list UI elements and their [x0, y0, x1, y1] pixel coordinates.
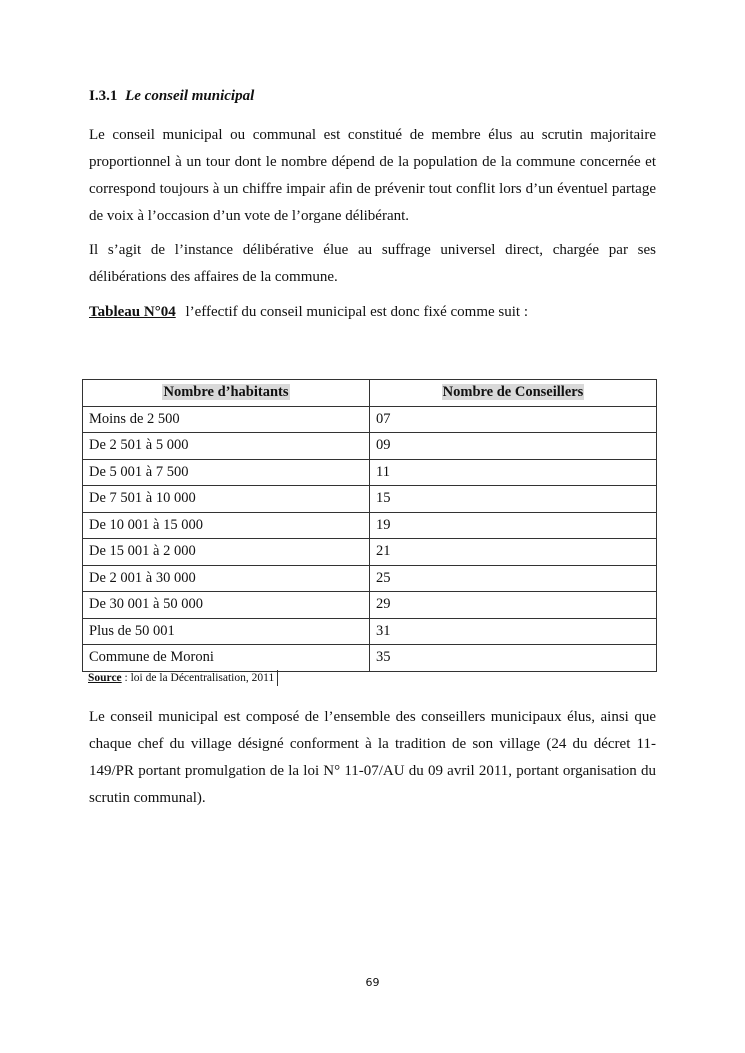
table-row	[83, 459, 657, 486]
table-caption	[89, 304, 528, 321]
table-row	[83, 645, 657, 672]
councillors-table	[82, 379, 657, 672]
cell-councillors: 19	[370, 512, 657, 539]
table-row	[83, 433, 657, 460]
cell-councillors: 35	[370, 645, 657, 672]
source-label: Source	[88, 672, 122, 684]
cell-councillors: 09	[370, 433, 657, 460]
table-row	[83, 486, 657, 513]
section-number: I.3.1	[89, 88, 118, 104]
cell-councillors: 29	[370, 592, 657, 619]
cell-councillors: 07	[370, 406, 657, 433]
table-caption-tag: Tableau N°04	[89, 304, 176, 320]
header-councillors: Nombre de Conseillers	[370, 380, 657, 407]
cell-inhabitants: De 15 001 à 2 000	[83, 539, 370, 566]
section-title: Le conseil municipal	[125, 88, 255, 104]
table-row	[83, 592, 657, 619]
cell-inhabitants: Plus de 50 001	[83, 618, 370, 645]
cell-inhabitants: Moins de 2 500	[83, 406, 370, 433]
cell-inhabitants: De 30 001 à 50 000	[83, 592, 370, 619]
table-caption-text: l’effectif du conseil municipal est donc fixé comme suit :	[185, 304, 529, 320]
table-row	[83, 406, 657, 433]
cell-councillors: 25	[370, 565, 657, 592]
header-inhabitants: Nombre d’habitants	[83, 380, 370, 407]
source-text: : loi de la Décentralisation, 2011	[121, 672, 275, 684]
cell-inhabitants: Commune de Moroni	[83, 645, 370, 672]
table-row	[83, 539, 657, 566]
cell-inhabitants: De 5 001 à 7 500	[83, 459, 370, 486]
cell-inhabitants: De 7 501 à 10 000	[83, 486, 370, 513]
cell-inhabitants: De 2 501 à 5 000	[83, 433, 370, 460]
cell-inhabitants: De 2 001 à 30 000	[83, 565, 370, 592]
table-row	[83, 565, 657, 592]
cell-councillors: 31	[370, 618, 657, 645]
cell-councillors: 15	[370, 486, 657, 513]
page-number: 69	[365, 976, 380, 989]
section-heading	[89, 88, 254, 105]
cell-councillors: 21	[370, 539, 657, 566]
paragraph-1: Le conseil municipal ou communal est constitué de membre élus au scrutin majoritaire proportionnel à un tour dont le nombre dépend de la population de la commune concernée et correspond toujours à un chiffre impair afin de prévenir tout conflit lors d’un éventuel partage de voix à l’occasion d’un vote de l’organe délibérant.	[89, 127, 656, 224]
cell-councillors: 11	[370, 459, 657, 486]
paragraph-3: Le conseil municipal est composé de l’ensemble des conseillers municipaux élus, ainsi que chaque chef du village désigné conforment à la tradition de son village (24 du décret 11-149/PR portant promulgation de la loi N° 11-07/AU du 09 avril 2011, portant organisation du scrutin communal).	[89, 709, 656, 806]
cell-inhabitants: De 10 001 à 15 000	[83, 512, 370, 539]
paragraph-2: Il s’agit de l’instance délibérative élue au suffrage universel direct, chargée par ses délibérations des affaires de la commune.	[89, 242, 656, 285]
table-source	[82, 670, 278, 686]
table-row	[83, 618, 657, 645]
table-row	[83, 512, 657, 539]
table-header-row	[83, 380, 657, 407]
